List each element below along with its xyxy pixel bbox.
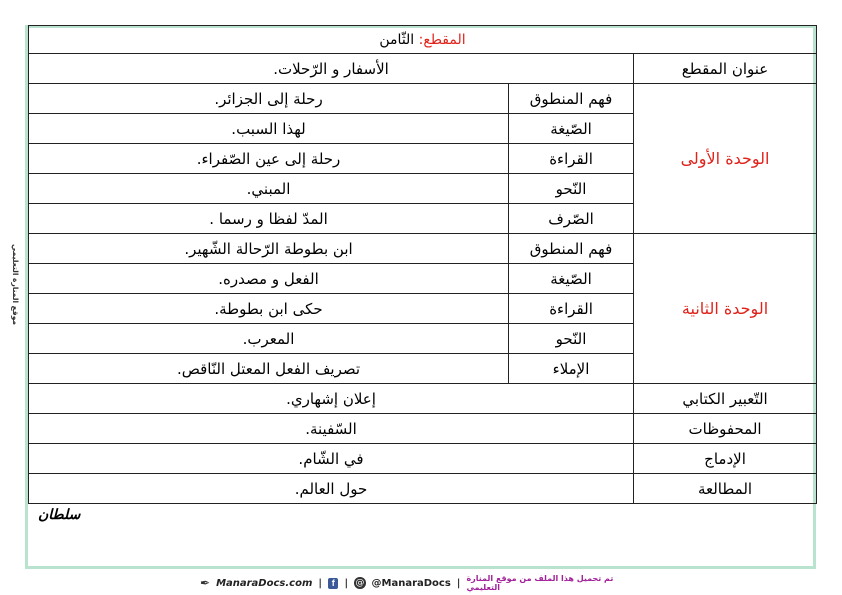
title-label: عنوان المقطع — [634, 54, 817, 84]
table-row — [29, 414, 817, 444]
activity-cell: الصّيغة — [509, 114, 634, 144]
content-cell: المدّ لفظا و رسما . — [29, 204, 509, 234]
footer-note: تم تحميل هذا الملف من موقع المنارة التعليمي — [466, 574, 614, 592]
content-cell: رحلة إلى عين الصّفراء. — [29, 144, 509, 174]
extra-label: المحفوظات — [634, 414, 817, 444]
activity-cell: فهم المنطوق — [509, 84, 634, 114]
footer-separator: | — [344, 577, 349, 589]
content-cell: لهذا السبب. — [29, 114, 509, 144]
activity-cell: النّحو — [509, 174, 634, 204]
extra-content: في الشّام. — [29, 444, 634, 474]
extra-label: الإدماج — [634, 444, 817, 474]
signature: سلطان — [38, 507, 81, 523]
segment-label: المقطع: — [418, 31, 466, 48]
activity-cell: القراءة — [509, 144, 634, 174]
extra-label: المطالعة — [634, 474, 817, 504]
content-cell: رحلة إلى الجزائر. — [29, 84, 509, 114]
at-icon: @ — [355, 578, 365, 588]
footer-separator: | — [456, 577, 461, 589]
segment-value: الثّامن — [379, 31, 415, 48]
unit2-name: الوحدة الثانية — [634, 234, 817, 384]
lesson-plan-table — [28, 25, 817, 504]
footer-separator: | — [318, 577, 323, 589]
title-value: الأسفار و الرّحلات. — [29, 54, 634, 84]
extra-content: إعلان إشهاري. — [29, 384, 634, 414]
activity-cell: القراءة — [509, 294, 634, 324]
table-row — [29, 384, 817, 414]
content-cell: الفعل و مصدره. — [29, 264, 509, 294]
extra-content: السّفينة. — [29, 414, 634, 444]
footer — [200, 574, 640, 592]
activity-cell: الصّيغة — [509, 264, 634, 294]
content-cell: تصريف الفعل المعتل النّاقص. — [29, 354, 509, 384]
extra-content: حول العالم. — [29, 474, 634, 504]
content-cell: حكى ابن بطوطة. — [29, 294, 509, 324]
title-row — [29, 54, 817, 84]
footer-site[interactable]: ManaraDocs.com — [216, 577, 313, 589]
content-cell: المعرب. — [29, 324, 509, 354]
activity-cell: الإملاء — [509, 354, 634, 384]
activity-cell: فهم المنطوق — [509, 234, 634, 264]
extra-label: التّعبير الكتابي — [634, 384, 817, 414]
activity-cell: الصّرف — [509, 204, 634, 234]
facebook-icon[interactable]: f — [328, 578, 338, 589]
content-cell: ابن بطوطة الرّحالة الشّهير. — [29, 234, 509, 264]
table-row — [29, 474, 817, 504]
side-watermark: موقع المنارة التعليمي — [11, 244, 20, 326]
pen-icon: ✒ — [200, 576, 211, 590]
content-cell: المبني. — [29, 174, 509, 204]
footer-handle[interactable]: @ManaraDocs — [371, 577, 451, 589]
segment-header — [29, 26, 817, 54]
table-row — [29, 234, 817, 264]
table-row — [29, 444, 817, 474]
unit1-name: الوحدة الأولى — [634, 84, 817, 234]
header-row — [29, 26, 817, 54]
activity-cell: النّحو — [509, 324, 634, 354]
table-row — [29, 84, 817, 114]
